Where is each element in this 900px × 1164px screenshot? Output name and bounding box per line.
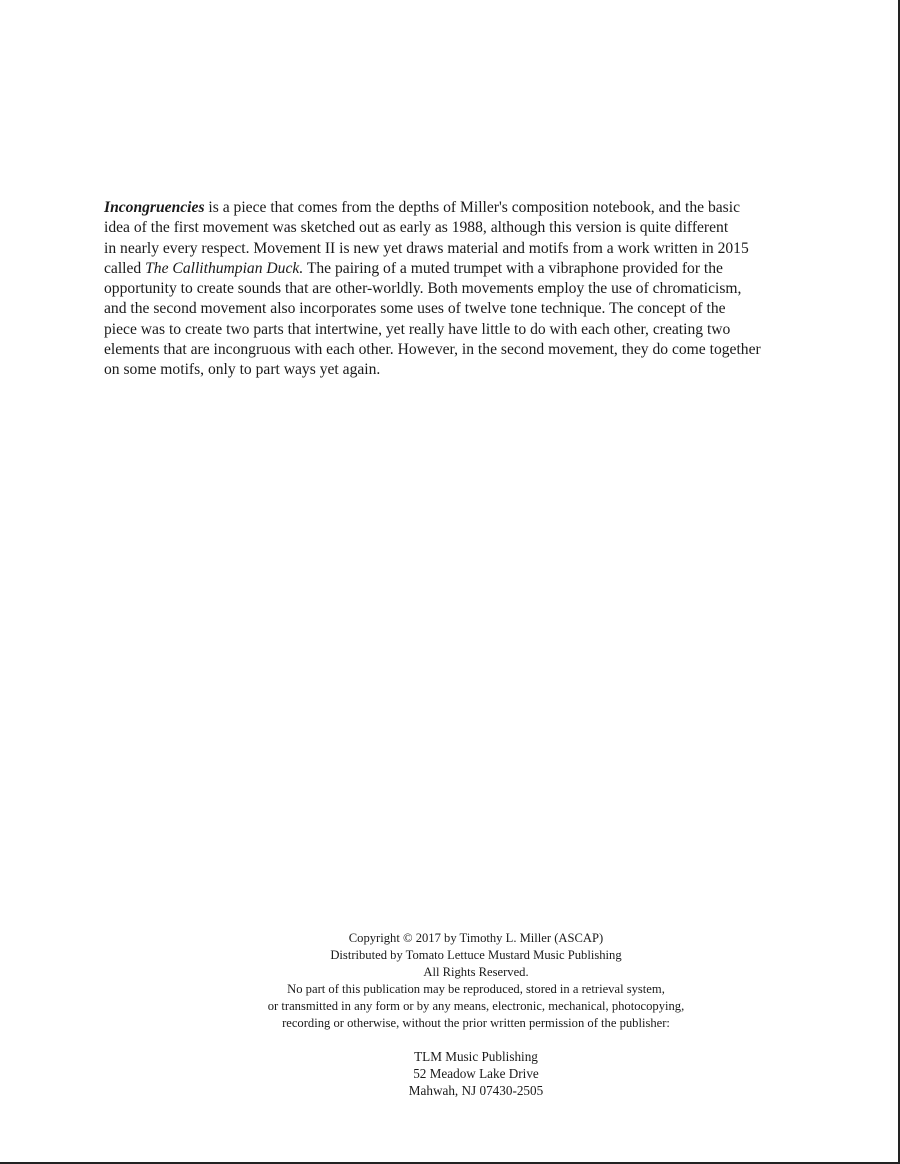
piece-title: Incongruencies <box>104 199 205 216</box>
copyright-block <box>0 930 900 1031</box>
rights-line: All Rights Reserved. <box>423 964 529 979</box>
publisher-street: 52 Meadow Lake Drive <box>413 1066 539 1081</box>
reproduction-notice-line: recording or otherwise, without the prior written permission of the publisher: <box>282 1015 670 1030</box>
distribution-line: Distributed by Tomato Lettuce Mustard Music Publishing <box>330 947 622 962</box>
copyright-line: Copyright © 2017 by Timothy L. Miller (ASCAP) <box>348 931 604 945</box>
publisher-name: TLM Music Publishing <box>414 1049 538 1064</box>
publisher-address <box>0 1048 900 1099</box>
reproduction-notice-line: or transmitted in any form or by any means, electronic, mechanical, photocopying, <box>267 998 685 1013</box>
program-note-line: in nearly every respect. Movement II is new yet draws material and motifs from a work written in 2015 <box>104 239 749 257</box>
program-note-paragraph <box>104 198 854 381</box>
program-note-line: Incongruencies is a piece that comes from the depths of Miller's composition notebook, and the basic <box>104 199 740 216</box>
program-note-line: called The Callithumpian Duck. The pairing of a muted trumpet with a vibraphone provided for the <box>104 259 723 277</box>
program-note-line: and the second movement also incorporates some uses of twelve tone technique. The concept of the <box>104 300 726 318</box>
program-note-line: idea of the first movement was sketched out as early as 1988, although this version is quite different <box>104 219 729 237</box>
program-note-line: elements that are incongruous with each other. However, in the second movement, they do come together <box>104 341 761 359</box>
program-note-line: on some motifs, only to part ways yet again. <box>104 361 381 379</box>
referenced-work-title: The Callithumpian Duck. <box>145 259 304 277</box>
publisher-city: Mahwah, NJ 07430-2505 <box>408 1083 544 1098</box>
reproduction-notice-line: No part of this publication may be reproduced, stored in a retrieval system, <box>287 981 665 996</box>
program-note-line: piece was to create two parts that intertwine, yet really have little to do with each other, creating two <box>104 320 731 338</box>
program-note-line: opportunity to create sounds that are other-worldly. Both movements employ the use of chromaticism, <box>104 280 742 298</box>
